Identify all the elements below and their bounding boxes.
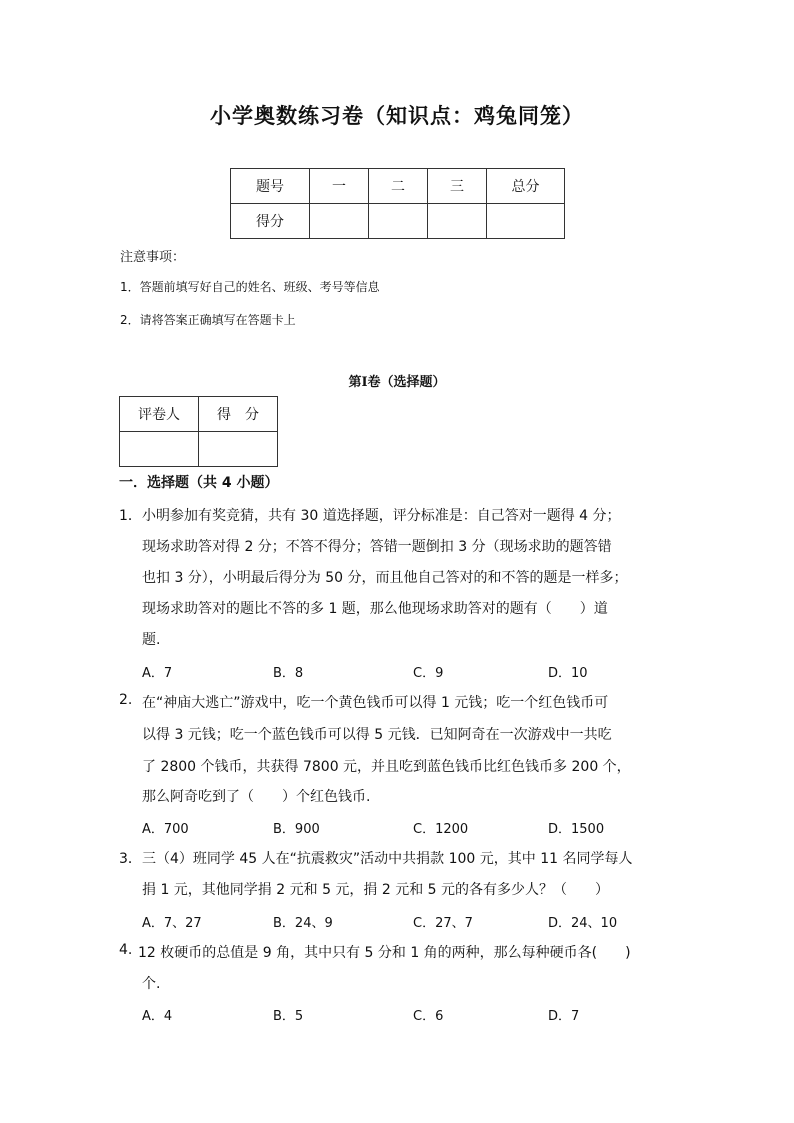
question-text-line: 了 2800 个钱币，共获得 7800 元，并且吃到蓝色钱币比红色钱币多 200 个， [142,759,631,775]
question-text-line: 现场求助答对得 2 分；不答不得分；答错一题倒扣 3 分（现场求助的题答错 [142,539,612,555]
note-item: 1．答题前填写好自己的姓名、班级、考号等信息 [120,280,380,294]
option-b: B．900 [273,822,320,837]
question-text-line: 题. [142,632,161,648]
option-c: C．27、7 [413,916,473,931]
page-title: 小学奥数练习卷（知识点：鸡兔同笼） [210,104,584,128]
option-a: A．4 [142,1009,173,1024]
score-table [230,168,565,239]
grader-label: 评卷人 [120,397,199,432]
score-row-label: 得分 [231,204,310,239]
question-text-line: 小明参加有奖竞猜，共有 30 道选择题，评分标准是：自己答对一题得 4 分； [142,508,621,524]
question-number: 4. [119,942,133,958]
option-a: A．7 [142,666,173,681]
option-d: D．24、10 [548,916,618,931]
option-d: D．1500 [548,822,605,837]
grader-blank-row [120,432,278,467]
option-d: D．10 [548,666,588,681]
section-title: 第Ⅰ卷（选择题） [348,375,446,390]
score-cell [428,204,487,239]
question-number: 1． [119,508,142,524]
option-d: D．7 [548,1009,580,1024]
option-a: A．700 [142,822,189,837]
grader-header-row [120,397,278,432]
question-number: 2. [119,692,133,708]
score-table-header-row [231,169,565,204]
question-text-line: 以得 3 元钱；吃一个蓝色钱币可以得 5 元钱．已知阿奇在一次游戏中一共吃 [142,727,612,743]
score-header-cell: 二 [369,169,428,204]
score-header-cell: 题号 [231,169,310,204]
option-b: B．8 [273,666,304,681]
note-item: 2．请将答案正确填写在答题卡上 [120,313,296,327]
score-label: 得 分 [199,397,278,432]
score-cell [369,204,428,239]
grader-table [119,396,278,467]
option-b: B．5 [273,1009,304,1024]
score-cell [487,204,565,239]
question-text-line: 在“神庙大逃亡”游戏中，吃一个黄色钱币可以得 1 元钱；吃一个红色钱币可 [142,695,609,711]
option-b: B．24、9 [273,916,333,931]
score-header-cell: 三 [428,169,487,204]
question-text-line: 那么阿奇吃到了（ ）个红色钱币. [142,789,371,805]
notes-heading: 注意事项： [120,250,186,265]
question-text-line: 捐 1 元，其他同学捐 2 元和 5 元，捐 2 元和 5 元的各有多少人？（ ） [142,882,610,898]
option-c: C．9 [413,666,444,681]
question-text-line: 12 枚硬币的总值是 9 角，其中只有 5 分和 1 角的两种，那么每种硬币各( ) [138,945,631,961]
score-cell [310,204,369,239]
score-cell [199,432,278,467]
question-text-line: 现场求助答对的题比不答的多 1 题，那么他现场求助答对的题有（ ）道 [142,601,608,617]
question-text-line: 个. [142,976,161,992]
score-table-score-row [231,204,565,239]
option-c: C．1200 [413,822,469,837]
option-a: A．7、27 [142,916,202,931]
question-number: 3． [119,851,142,867]
score-header-cell: 总分 [487,169,565,204]
option-c: C．6 [413,1009,444,1024]
question-text-line: 也扣 3 分），小明最后得分为 50 分，而且他自己答对的和不答的题是一样多； [142,570,628,586]
score-header-cell: 一 [310,169,369,204]
question-text-line: 三（4）班同学 45 人在“抗震救灾”活动中共捐款 100 元，其中 11 名同学每人 [142,851,633,867]
grader-cell [120,432,199,467]
part-heading: 一．选择题（共 4 小题） [119,475,279,491]
